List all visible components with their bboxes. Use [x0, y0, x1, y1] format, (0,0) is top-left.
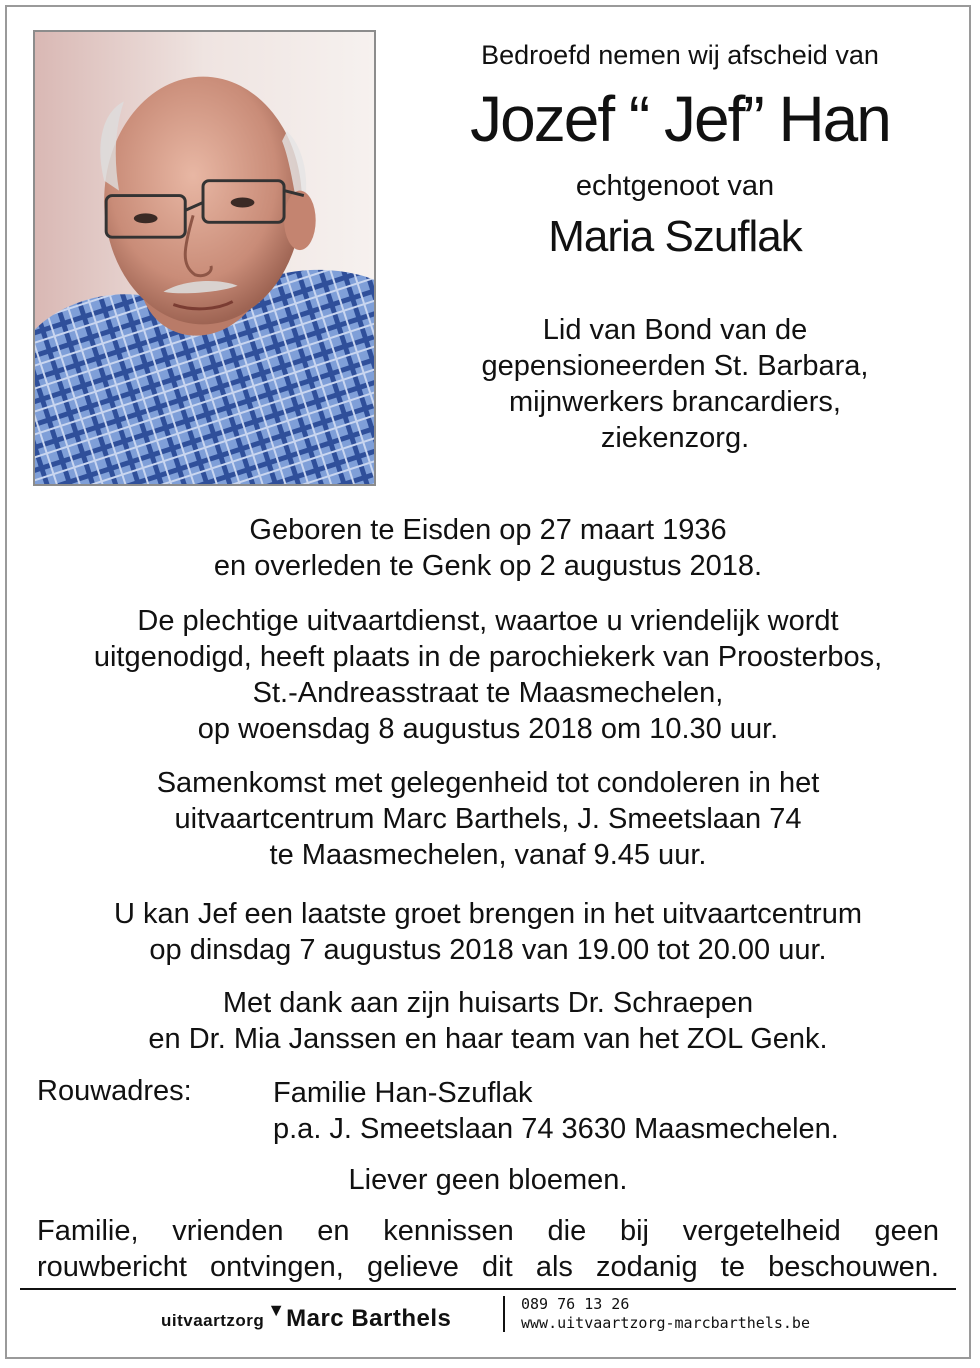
membership-line: Lid van Bond van de	[542, 314, 808, 346]
gathering-line: te Maasmechelen, vanaf 9.45 uur.	[269, 839, 707, 871]
service-line: St.-Andreasstraat te Maasmechelen,	[252, 677, 724, 709]
triangle-icon: ▼	[267, 1300, 286, 1320]
death-line: en overleden te Genk op 2 augustus 2018.	[213, 550, 763, 582]
deceased-name: Jozef “ Jef” Han	[470, 83, 890, 155]
address-label: Rouwadres:	[37, 1075, 192, 1107]
thanks-line: en Dr. Mia Janssen en haar team van het ZOL Genk.	[148, 1023, 828, 1055]
spouse-label: echtgenoot van	[575, 170, 775, 202]
phone-number: 089 76 13 26	[521, 1295, 630, 1313]
final-note-line: Familie, vrienden en kennissen die bij vergetelheid geen	[37, 1215, 939, 1247]
address-block	[273, 1075, 839, 1147]
final-note	[37, 1213, 939, 1285]
thanks-block	[20, 985, 956, 1057]
address-line: p.a. J. Smeetslaan 74 3630 Maasmechelen.	[273, 1113, 839, 1145]
birth-line: Geboren te Eisden op 27 maart 1936	[249, 514, 727, 546]
membership-line: gepensioneerden St. Barbara,	[481, 350, 869, 382]
no-flowers-note: Liever geen bloemen.	[348, 1164, 628, 1196]
brand-name: Marc Barthels	[286, 1305, 452, 1332]
service-line: op woensdag 8 augustus 2018 om 10.30 uur.	[197, 713, 779, 745]
footer-contact	[521, 1295, 810, 1333]
farewell-block	[20, 896, 956, 968]
gathering-line: Samenkomst met gelegenheid tot condoleren in het	[156, 767, 820, 799]
birth-death-block	[20, 512, 956, 584]
funeral-home-logo	[161, 1300, 452, 1333]
website-link[interactable]: www.uitvaartzorg-marcbarthels.be	[521, 1314, 810, 1332]
membership-line: ziekenzorg.	[600, 422, 750, 454]
gathering-line: uitvaartcentrum Marc Barthels, J. Smeetslaan 74	[174, 803, 802, 835]
gathering-block	[20, 765, 956, 873]
farewell-line: op dinsdag 7 augustus 2018 van 19.00 tot 20.00 uur.	[149, 934, 827, 966]
spouse-name: Maria Szuflak	[548, 212, 802, 261]
address-line: Familie Han-Szuflak	[273, 1077, 533, 1109]
service-line: uitgenodigd, heeft plaats in de parochiekerk van Proosterbos,	[93, 641, 883, 673]
thanks-line: Met dank aan zijn huisarts Dr. Schraepen	[222, 987, 754, 1019]
service-block	[20, 603, 956, 747]
farewell-line: U kan Jef een laatste groet brengen in het uitvaartcentrum	[114, 898, 862, 930]
footer-divider	[20, 1288, 956, 1290]
final-note-line: rouwbericht ontvingen, gelieve dit als zodanig te beschouwen.	[37, 1251, 939, 1283]
portrait-illustration	[35, 32, 374, 484]
intro-line: Bedroefd nemen wij afscheid van	[481, 40, 879, 70]
membership-block	[390, 312, 960, 456]
service-line: De plechtige uitvaartdienst, waartoe u vriendelijk wordt	[137, 605, 839, 637]
membership-line: mijnwerkers brancardiers,	[509, 386, 841, 418]
brand-small-text: uitvaartzorg	[161, 1311, 265, 1330]
portrait-photo	[33, 30, 376, 486]
footer-vertical-divider	[503, 1296, 505, 1332]
